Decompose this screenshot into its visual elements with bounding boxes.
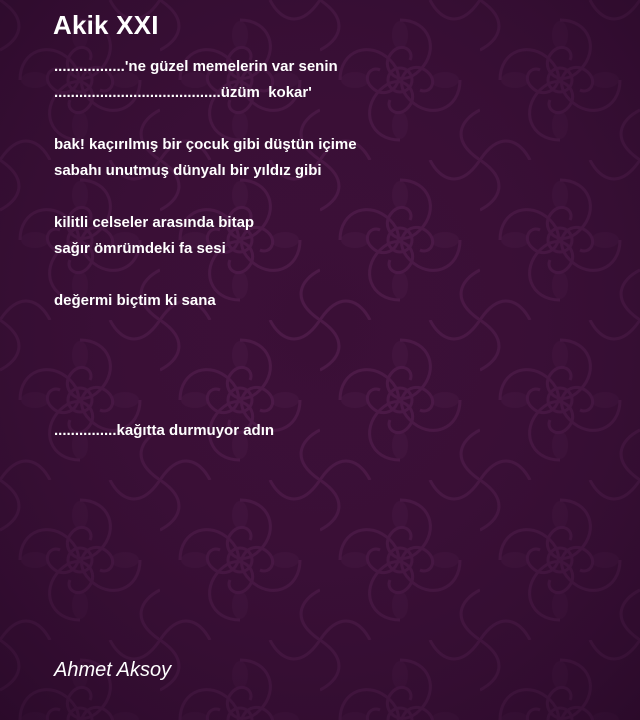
poem-line bbox=[54, 106, 614, 132]
poem-line: kilitli celseler arasında bitap bbox=[54, 214, 255, 231]
poem-line: sabahı unutmuş dünyalı bir yıldız gibi bbox=[54, 162, 322, 179]
poem-line bbox=[54, 366, 614, 392]
poem-title: Akik XXI bbox=[53, 10, 159, 40]
poem-body bbox=[54, 54, 614, 444]
poem-line bbox=[54, 392, 614, 418]
poem-line bbox=[54, 314, 614, 340]
poem-line bbox=[54, 184, 614, 210]
poem-line: ...............kağıtta durmuyor adın bbox=[54, 422, 275, 439]
poem-line bbox=[54, 262, 614, 288]
poem-line: değermi biçtim ki sana bbox=[54, 292, 216, 309]
poem-line: bak! kaçırılmış bir çocuk gibi düştün içime bbox=[54, 136, 357, 153]
poem-line: ........................................üzüm kokar' bbox=[54, 84, 312, 101]
poem-line bbox=[54, 340, 614, 366]
poem-line: sağır ömrümdeki fa sesi bbox=[54, 240, 226, 257]
poem-line: .................'ne güzel memelerin var senin bbox=[54, 58, 338, 75]
poem-author: Ahmet Aksoy bbox=[54, 659, 172, 681]
